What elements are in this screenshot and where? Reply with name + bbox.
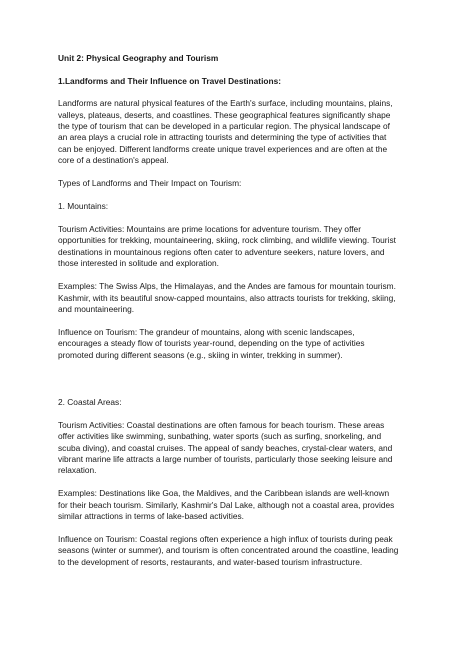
coastal-examples-paragraph xyxy=(58,488,418,522)
coastal-heading-text: 2. Coastal Areas: xyxy=(58,396,122,407)
mountains-heading-text: 1. Mountains: xyxy=(58,201,109,212)
mountains-influence-paragraph xyxy=(58,327,418,361)
coastal-activities-line: vibrant marine life attracts a large number of tourists, particularly those seeking leisure and xyxy=(58,453,393,464)
mountains-influence-line: encourages a steady flow of tourists year-round, depending on the type of activities xyxy=(58,338,365,349)
intro-line: valleys, plateaus, deserts, and coastlines. These geographical features significantly shape xyxy=(58,109,391,120)
intro-line: an area plays a crucial role in attracting tourists and determining the type of activities that xyxy=(58,132,387,143)
intro-line: core of a destination's appeal. xyxy=(58,155,169,166)
mountains-examples-line: and mountaineering. xyxy=(58,304,135,314)
intro-line: the type of tourism that can be developed in a particular region. The physical landscape of xyxy=(58,120,390,131)
section-heading: 1.Landforms and Their Influence on Travel Destinations: xyxy=(58,75,282,86)
intro-line: Landforms are natural physical features of the Earth's surface, including mountains, plains, xyxy=(58,98,393,109)
coastal-influence-line: seasons (winter or summer), and tourism is often concentrated around the coastline, leading xyxy=(58,545,399,556)
coastal-examples-line: Examples: Destinations like Goa, the Maldives, and the Caribbean islands are well-known xyxy=(58,488,390,499)
mountains-examples-line: Examples: The Swiss Alps, the Himalayas, and the Andes are famous for mountain tourism. xyxy=(58,281,396,292)
mountains-heading xyxy=(58,201,418,212)
mountains-activities-paragraph xyxy=(58,224,418,270)
coastal-activities-line: offer activities like swimming, sunbathing, water sports (such as surfing, snorkeling, and xyxy=(58,431,382,442)
document-body xyxy=(58,53,418,568)
coastal-activities-line: Tourism Activities: Coastal destinations are often famous for beach tourism. These areas xyxy=(58,419,385,430)
coastal-influence-paragraph xyxy=(58,534,418,568)
mountains-examples-paragraph xyxy=(58,281,418,315)
intro-line: can be enjoyed. Different landforms create unique travel experiences and are often at the xyxy=(58,143,388,154)
coastal-influence-line: Influence on Tourism: Coastal regions often experience a high influx of tourists during peak xyxy=(58,534,393,545)
types-heading xyxy=(58,178,418,189)
document-title: Unit 2: Physical Geography and Tourism xyxy=(58,53,219,63)
coastal-heading xyxy=(58,397,418,408)
coastal-examples-line: similar attractions in terms of lake-based activities. xyxy=(58,511,244,522)
coastal-activities-paragraph xyxy=(58,420,418,477)
mountains-influence-line: Influence on Tourism: The grandeur of mountains, along with scenic landscapes, xyxy=(58,326,355,337)
mountains-influence-line: promoted during different seasons (e.g., skiing in winter, trekking in summer). xyxy=(58,349,343,360)
mountains-activities-line: Tourism Activities: Mountains are prime locations for adventure tourism. They offer xyxy=(58,224,361,235)
coastal-activities-line: scuba diving), and coastal cruises. The appeal of sandy beaches, crystal-clear waters, and xyxy=(58,442,393,453)
mountains-activities-line: those interested in solitude and exploration. xyxy=(58,258,219,269)
types-heading-text: Types of Landforms and Their Impact on Tourism: xyxy=(58,178,242,189)
coastal-influence-line: to the development of resorts, restaurants, and water-based tourism infrastructure. xyxy=(58,556,363,567)
coastal-activities-line: relaxation. xyxy=(58,465,97,476)
mountains-activities-line: opportunities for trekking, mountaineering, skiing, rock climbing, and wildlife viewing. Tourist xyxy=(58,235,396,246)
mountains-activities-line: destinations in mountainous regions often cater to adventure seekers, nature lovers, and xyxy=(58,246,385,257)
coastal-examples-line: for their beach tourism. Similarly, Kashmir's Dal Lake, although not a coastal area, provides xyxy=(58,499,395,510)
mountains-examples-line: Kashmir, with its beautiful snow-capped mountains, also attracts tourists for trekking, skiing, xyxy=(58,292,396,303)
intro-paragraph xyxy=(58,98,418,166)
